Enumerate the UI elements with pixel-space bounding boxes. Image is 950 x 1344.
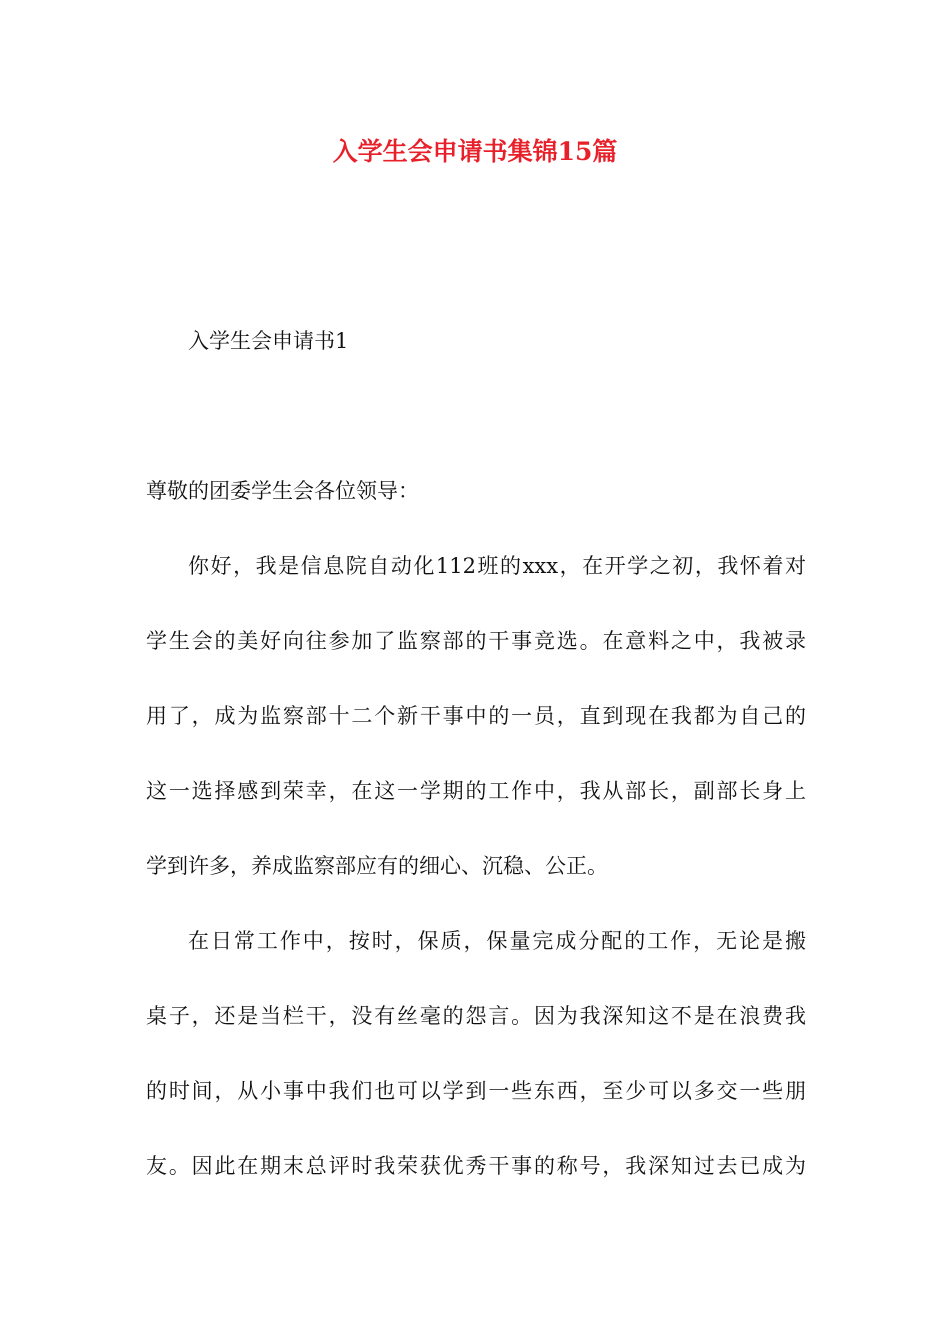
paragraph-line: 这一选择感到荣幸，在这一学期的工作中，我从部长，副部长身上 xyxy=(146,779,806,803)
paragraph-line: 在日常工作中，按时，保质，保量完成分配的工作，无论是搬 xyxy=(188,929,806,953)
paragraph-line: 桌子，还是当栏干，没有丝毫的怨言。因为我深知这不是在浪费我 xyxy=(146,1004,806,1028)
paragraph-line: 学生会的美好向往参加了监察部的干事竞选。在意料之中，我被录 xyxy=(146,629,806,653)
salutation: 尊敬的团委学生会各位领导： xyxy=(146,479,419,503)
paragraph-line: 友。因此在期末总评时我荣获优秀干事的称号，我深知过去已成为 xyxy=(146,1154,806,1178)
paragraph-line: 的时间，从小事中我们也可以学到一些东西，至少可以多交一些朋 xyxy=(146,1079,806,1103)
paragraph-line: 你好，我是信息院自动化112班的xxx，在开学之初，我怀着对 xyxy=(188,554,806,578)
paragraph-1 xyxy=(146,550,806,882)
section-heading: 入学生会申请书1 xyxy=(188,329,349,353)
paragraph-2 xyxy=(146,925,806,1182)
document-title: 入学生会申请书集锦15篇 xyxy=(332,137,618,166)
paragraph-line: 学到许多，养成监察部应有的细心、沉稳、公正。 xyxy=(146,854,608,878)
paragraph-line: 用了，成为监察部十二个新干事中的一员，直到现在我都为自己的 xyxy=(146,704,806,728)
